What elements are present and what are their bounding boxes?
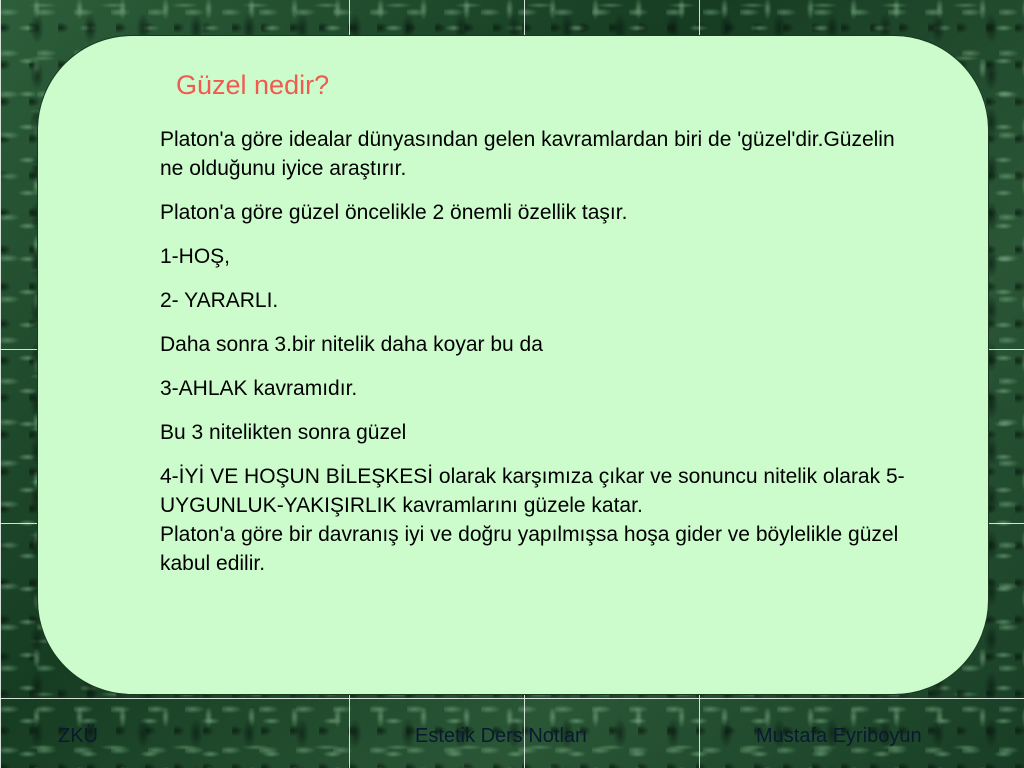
paragraph: 3-AHLAK kavramıdır. xyxy=(160,377,358,400)
tile-divider xyxy=(0,698,1024,699)
slide-body xyxy=(160,125,920,578)
footer-author: Mustafa Eyriboyun xyxy=(756,725,922,747)
paragraph: Platon'a göre bir davranış iyi ve doğru yapılmışsa hoşa gider ve böylelikle güzel kabul edilir. xyxy=(160,523,899,575)
paragraph: Platon'a göre idealar dünyasından gelen kavramlardan biri de 'güzel'dir.Güzelin ne olduğunu iyice araştırır. xyxy=(160,128,895,180)
paragraph: 2- YARARLI. xyxy=(160,289,279,312)
footer-course-title: Estetik Ders Notları xyxy=(415,725,588,747)
paragraph: 4-İYİ VE HOŞUN BİLEŞKESİ olarak karşımıza çıkar ve sonuncu nitelik olarak 5-UYGUNLUK-YAKIŞIRLIK kavramlarını güzele katar. xyxy=(160,465,905,517)
paragraph: Daha sonra 3.bir nitelik daha koyar bu da xyxy=(160,333,543,356)
slide-title: Güzel nedir? xyxy=(176,70,330,100)
footer-institution: ZKÜ xyxy=(58,725,98,747)
tile-divider xyxy=(0,0,1,768)
paragraph: Bu 3 nitelikten sonra güzel xyxy=(160,421,407,444)
paragraph: Platon'a göre güzel öncelikle 2 önemli özellik taşır. xyxy=(160,201,628,224)
paragraph: 1-HOŞ, xyxy=(160,245,231,268)
